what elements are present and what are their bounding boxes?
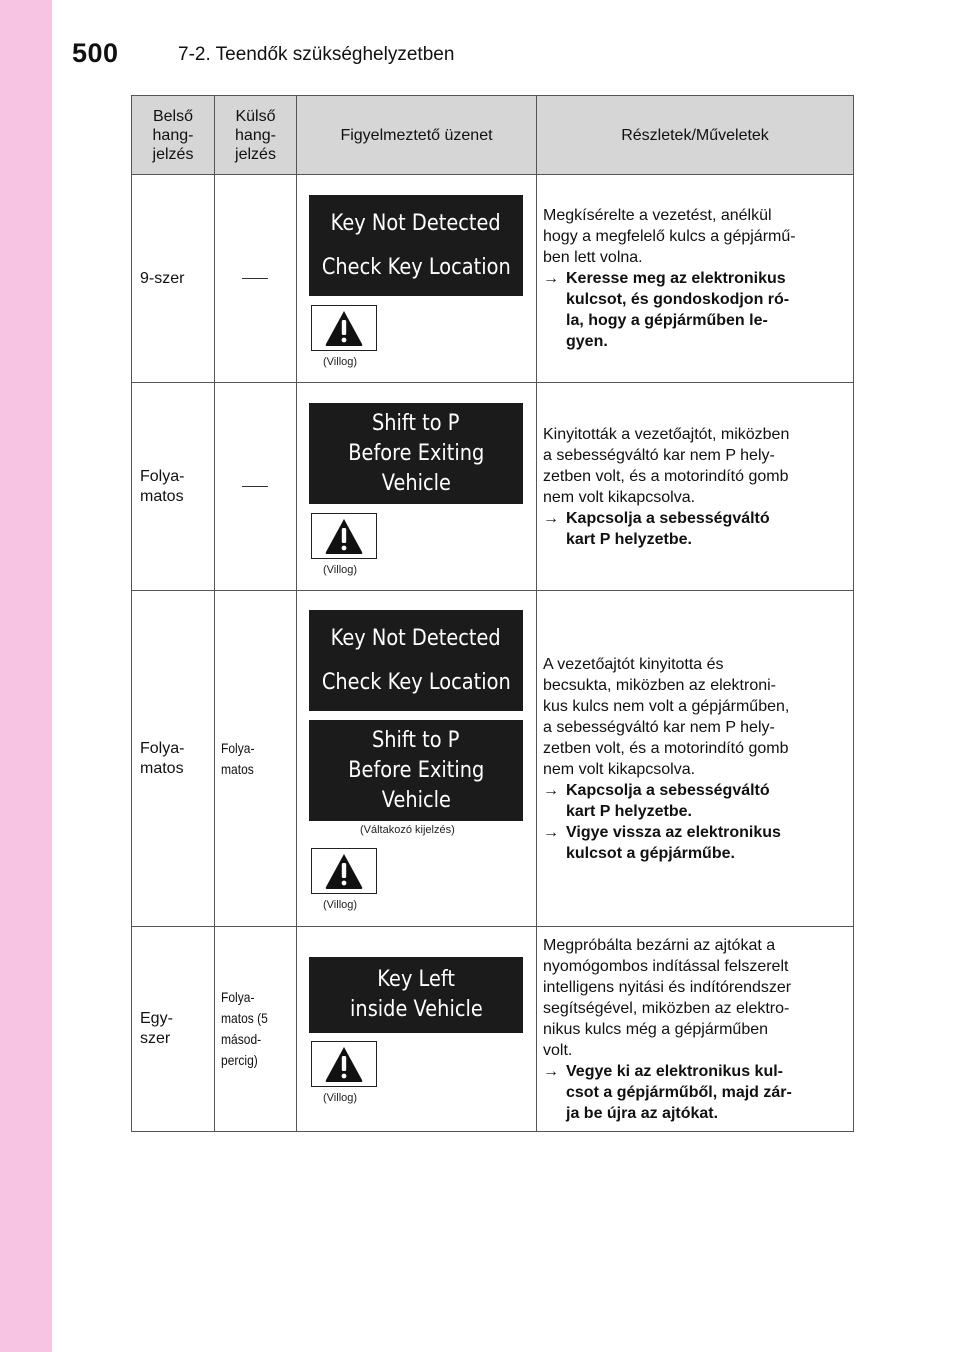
outer-buzzer-cell bbox=[215, 383, 297, 591]
warning-indicator bbox=[311, 513, 377, 559]
section-title: 7-2. Teendők szükséghelyzetben bbox=[178, 44, 455, 65]
action-item: → Vigye vissza az elektronikus kulcsot a gépjárműbe. bbox=[543, 823, 781, 862]
warning-indicator bbox=[311, 305, 377, 351]
dash-mark bbox=[242, 278, 268, 279]
message-cell bbox=[297, 175, 537, 383]
details-cell: A vezetőajtót kinyitotta és becsukta, miközben az elektroni- kus kulcs nem volt a gépjárműben, a sebességváltó kar nem P hely- zetben volt, és a motorindító gomb nem volt kikapcsolva. → Kapcsolja a sebességváltó kart P helyzetbe. → Vigye vissza az elektronikus kulcsot a gépjárműbe. bbox=[537, 591, 854, 927]
inner-buzzer-cell: Folya- matos bbox=[132, 591, 215, 927]
table-row bbox=[132, 591, 854, 927]
table-row bbox=[132, 175, 854, 383]
message-cell bbox=[297, 383, 537, 591]
blink-caption: (Villog) bbox=[323, 564, 358, 576]
action-item: → Keresse meg az elektronikus kulcsot, és gondoskodjon ró- la, hogy a gépjárműben le- gyen. bbox=[543, 270, 790, 350]
details-cell: Megpróbálta bezárni az ajtókat a nyomógombos indítással felszerelt intelligens nyitási és indítórendszer segítségével, miközben az elektro- nikus kulcs még a gépjárműben volt. → Vegye ki az elektronikus kul- csot a gépjárműből, majd zár- ja be újra az ajtókat. bbox=[537, 927, 854, 1132]
chapter-side-strip bbox=[0, 0, 52, 1352]
action-item: → Kapcsolja a sebességváltó kart P helyzetbe. bbox=[543, 509, 770, 548]
header-warning-message: Figyelmeztető üzenet bbox=[297, 96, 537, 175]
table-header-row bbox=[132, 96, 854, 175]
inner-buzzer-cell: 9-szer bbox=[132, 175, 215, 383]
arrow-icon: → bbox=[543, 823, 559, 841]
action-item: → Kapcsolja a sebességváltó kart P helyzetbe. bbox=[543, 781, 770, 820]
display-key-not-detected: Key Not Detected Check Key Location bbox=[309, 610, 523, 711]
warning-indicator bbox=[311, 1041, 377, 1087]
warning-table bbox=[131, 95, 854, 1132]
message-cell bbox=[297, 591, 537, 927]
inner-buzzer-cell: Folya- matos bbox=[132, 383, 215, 591]
display-shift-to-p: Shift to P Before Exiting Vehicle bbox=[309, 403, 523, 504]
arrow-icon: → bbox=[543, 509, 559, 527]
warning-triangle-icon bbox=[324, 309, 364, 347]
blink-caption: (Villog) bbox=[323, 356, 358, 368]
details-cell: Megkísérelte a vezetést, anélkül hogy a megfelelő kulcs a gépjármű- ben lett volna. → Keresse meg az elektronikus kulcsot, és gondoskodjon ró- la, hogy a gépjárműben le- gyen. bbox=[537, 175, 854, 383]
arrow-icon: → bbox=[543, 1062, 559, 1080]
blink-caption: (Villog) bbox=[323, 899, 358, 911]
alternating-caption: (Váltakozó kijelzés) bbox=[360, 824, 455, 836]
table-row bbox=[132, 383, 854, 591]
display-key-not-detected: Key Not Detected Check Key Location bbox=[309, 195, 523, 296]
blink-caption: (Villog) bbox=[323, 1092, 358, 1104]
arrow-icon: → bbox=[543, 781, 559, 799]
outer-buzzer-cell: Folya- matos bbox=[215, 591, 297, 927]
display-key-left-inside: Key Left inside Vehicle bbox=[309, 957, 523, 1033]
display-shift-to-p: Shift to P Before Exiting Vehicle bbox=[309, 720, 523, 821]
outer-buzzer-cell bbox=[215, 175, 297, 383]
warning-triangle-icon bbox=[324, 1045, 364, 1083]
arrow-icon: → bbox=[543, 270, 559, 287]
warning-triangle-icon bbox=[324, 852, 364, 890]
page-number: 500 bbox=[72, 38, 119, 68]
table-row bbox=[132, 927, 854, 1132]
header-outer-buzzer: Külső hang- jelzés bbox=[215, 96, 297, 175]
details-cell: Kinyitották a vezetőajtót, miközben a sebességváltó kar nem P hely- zetben volt, és a motorindító gomb nem volt kikapcsolva. → Kapcsolja a sebességváltó kart P helyzetbe. bbox=[537, 383, 854, 591]
inner-buzzer-cell: Egy- szer bbox=[132, 927, 215, 1132]
header-inner-buzzer: Belső hang- jelzés bbox=[132, 96, 215, 175]
warning-triangle-icon bbox=[324, 517, 364, 555]
header-details: Részletek/Műveletek bbox=[537, 96, 854, 175]
outer-buzzer-cell: Folya- matos (5 másod- percig) bbox=[215, 927, 297, 1132]
action-item: → Vegye ki az elektronikus kul- csot a gépjárműből, majd zár- ja be újra az ajtókat. bbox=[543, 1062, 792, 1122]
warning-indicator bbox=[311, 848, 377, 894]
dash-mark bbox=[242, 486, 268, 487]
message-cell bbox=[297, 927, 537, 1132]
